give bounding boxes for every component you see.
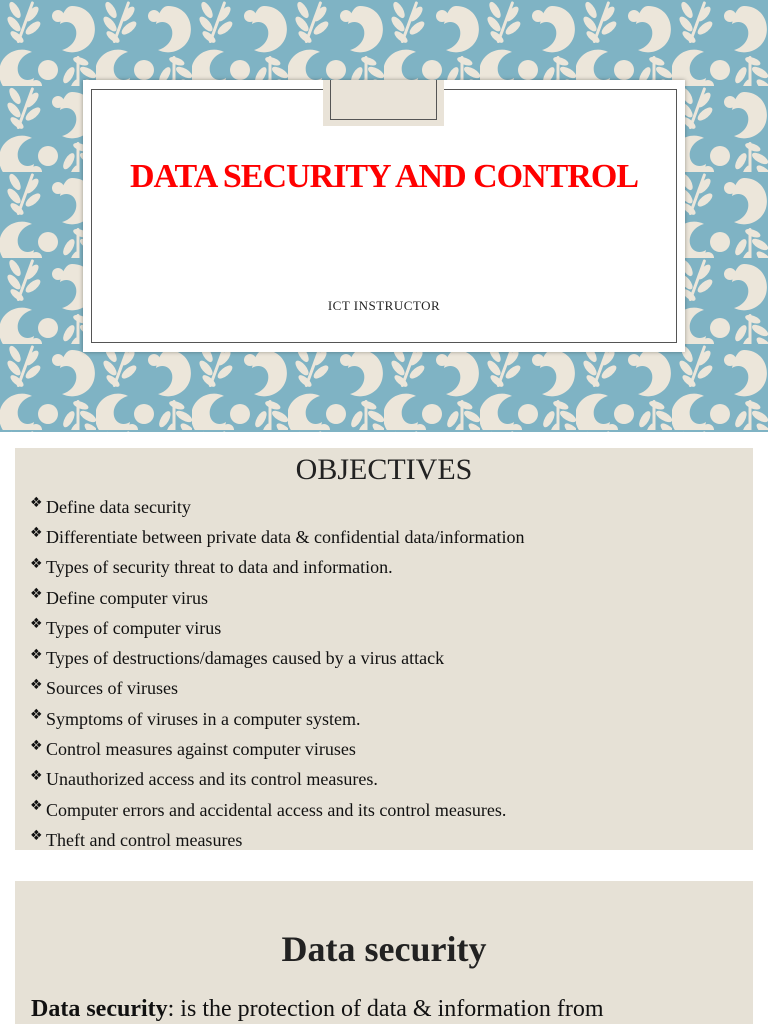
data-security-definition (31, 996, 604, 1023)
list-item (30, 492, 524, 522)
list-item-text: Types of security threat to data and information. (46, 557, 393, 578)
list-item (30, 704, 524, 734)
four-diamond-bullet-icon: ❖ (30, 616, 43, 633)
definition-term: Data security (31, 996, 168, 1022)
list-item-text: Unauthorized access and its control measures. (46, 769, 378, 790)
four-diamond-bullet-icon: ❖ (30, 798, 43, 815)
list-item-text: Define computer virus (46, 587, 208, 608)
title-card-tab (323, 80, 444, 126)
four-diamond-bullet-icon: ❖ (30, 676, 43, 693)
list-item (30, 765, 524, 795)
list-item-text: Define data security (46, 496, 191, 517)
slide-subtitle: ICT INSTRUCTOR (327, 298, 441, 313)
list-item (30, 583, 524, 613)
title-slide (0, 0, 768, 432)
list-item (30, 522, 524, 552)
list-item-text: Sources of viruses (46, 678, 178, 699)
list-item (30, 553, 524, 583)
list-item (30, 643, 524, 673)
four-diamond-bullet-icon: ❖ (30, 828, 43, 845)
four-diamond-bullet-icon: ❖ (30, 586, 43, 603)
data-security-heading: Data security (281, 929, 487, 969)
slide-title: DATA SECURITY AND CONTROL (129, 158, 639, 195)
four-diamond-bullet-icon: ❖ (30, 555, 43, 572)
objectives-heading: OBJECTIVES (295, 453, 473, 486)
list-item-text: Computer errors and accidental access and its control measures. (46, 799, 507, 820)
list-item-text: Control measures against computer viruses (46, 739, 356, 760)
objectives-slide (15, 448, 753, 850)
four-diamond-bullet-icon: ❖ (30, 737, 43, 754)
list-item (30, 674, 524, 704)
four-diamond-bullet-icon: ❖ (30, 646, 43, 663)
list-item (30, 825, 524, 855)
four-diamond-bullet-icon: ❖ (30, 525, 43, 542)
list-item-text: Theft and control measures (46, 829, 243, 850)
four-diamond-bullet-icon: ❖ (30, 767, 43, 784)
list-item (30, 734, 524, 764)
list-item-text: Types of destructions/damages caused by a virus attack (46, 648, 445, 669)
list-item-text: Types of computer virus (46, 617, 222, 638)
list-item-text: Symptoms of viruses in a computer system. (46, 708, 361, 729)
list-item (30, 613, 524, 643)
title-card-tab-frame (330, 80, 437, 120)
list-item-text: Differentiate between private data & confidential data/information (46, 526, 525, 547)
four-diamond-bullet-icon: ❖ (30, 707, 43, 724)
data-security-slide (15, 881, 753, 1024)
objectives-list (30, 492, 524, 856)
definition-text: : is the protection of data & information from (167, 996, 604, 1022)
four-diamond-bullet-icon: ❖ (30, 495, 43, 512)
list-item (30, 795, 524, 825)
